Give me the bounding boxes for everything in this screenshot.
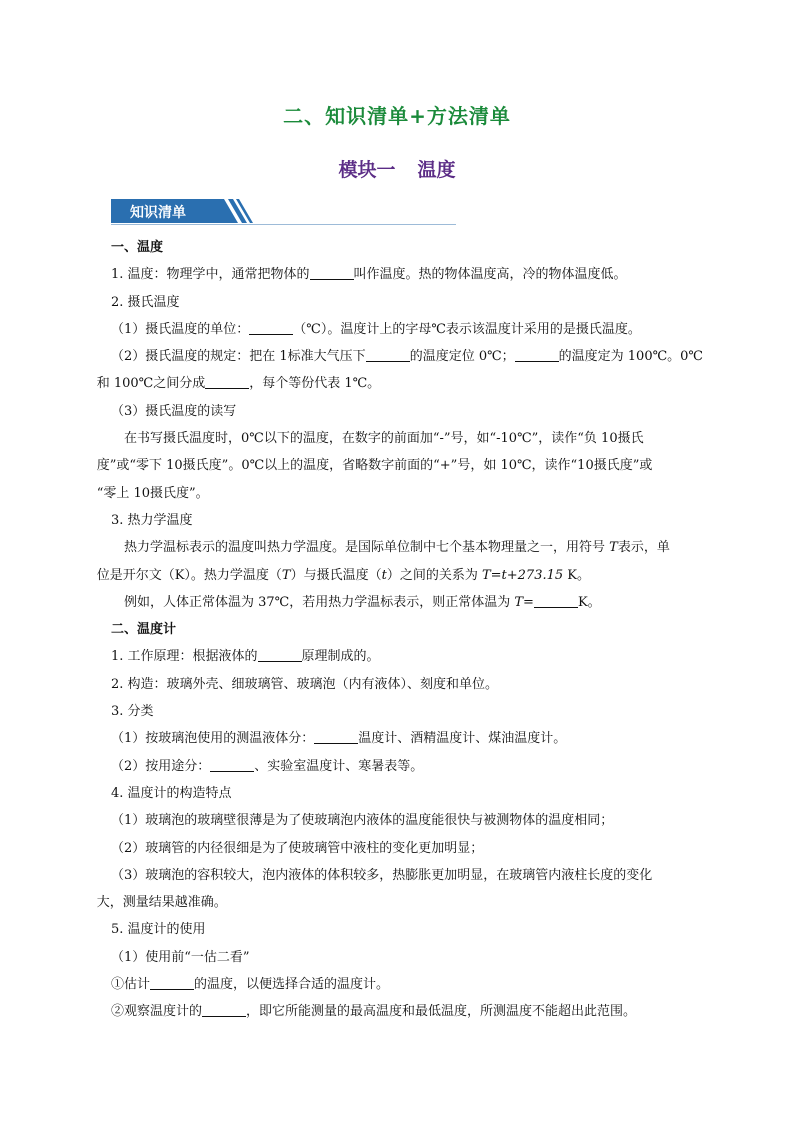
answer-blank[interactable]: [314, 729, 358, 744]
page-heading: 二、知识清单+方法清单: [283, 104, 511, 128]
paragraph: （2）按用途分： 、实验室温度计、寒暑表等。: [111, 758, 424, 774]
tag-label: 知识清单: [130, 205, 186, 221]
paragraph: 和 100℃之间分成 ，每个等份代表 1℃。: [96, 376, 381, 392]
paragraph: 1. 工作原理：根据液体的 原理制成的。: [111, 649, 380, 665]
paragraph: （3）摄氏温度的读写: [111, 403, 237, 419]
paragraph: 4. 温度计的构造特点: [111, 785, 232, 801]
answer-blank[interactable]: [249, 320, 293, 335]
paragraph: （1）按玻璃泡使用的测温液体分： 温度计、酒精温度计、煤油温度计。: [111, 731, 567, 747]
paragraph: （2）玻璃管的内径很细是为了使玻璃管中液柱的变化更加明显；: [111, 840, 484, 856]
paragraph: ①估计 的温度，以便选择合适的温度计。: [111, 977, 390, 993]
paragraph: 大，测量结果越准确。: [96, 895, 227, 911]
answer-blank[interactable]: [310, 265, 354, 280]
section-2-title: 二、温度计: [111, 622, 177, 638]
paragraph: ②观察温度计的 ，即它所能测量的最高温度和最低温度，所测温度不能超出此范围。: [111, 1004, 637, 1020]
module-title: [0, 155, 794, 182]
answer-blank[interactable]: [210, 757, 254, 772]
answer-blank[interactable]: [366, 347, 410, 362]
answer-blank[interactable]: [202, 1002, 246, 1017]
paragraph: 5. 温度计的使用: [111, 922, 206, 938]
answer-blank[interactable]: [258, 647, 302, 662]
module-name: 温度: [417, 159, 456, 181]
paragraph: （3）玻璃泡的容积较大，泡内液体的体积较多，热膨胀更加明显，在玻璃管内液柱长度的变化: [111, 867, 653, 883]
paragraph: 3. 分类: [111, 704, 154, 720]
paragraph: 例如，人体正常体温为 37℃，若用热力学温标表示，则正常体温为 T= K。: [124, 594, 601, 610]
section-1-title: 一、温度: [111, 240, 164, 255]
module-label: 模块一: [338, 159, 396, 181]
paragraph: “零上 10摄氏度”。: [96, 485, 209, 501]
paragraph: （2）摄氏温度的规定：把在 1标准大气压下 的温度定位 0℃； 的温度定为 100℃。0℃: [111, 349, 703, 365]
paragraph: 2. 构造：玻璃外壳、细玻璃管、玻璃泡（内有液体）、刻度和单位。: [111, 676, 499, 692]
paragraph: （1）摄氏温度的单位： （℃）。温度计上的字母℃表示该温度计采用的是摄氏温度。: [111, 321, 641, 337]
content-body: [96, 234, 703, 1026]
answer-blank[interactable]: [515, 347, 559, 362]
paragraph: 热力学温标表示的温度叫热力学温度。是国际单位制中七个基本物理量之一，用符号 T表示，单: [124, 540, 670, 556]
answer-blank[interactable]: [150, 975, 194, 990]
paragraph: 在书写摄氏温度时，0℃以下的温度，在数字的前面加“-”号，如“-10℃”，读作“负 10摄氏: [124, 431, 644, 447]
paragraph: （1）使用前“一估二看”: [111, 949, 250, 965]
answer-blank[interactable]: [205, 374, 249, 389]
answer-blank[interactable]: [534, 593, 578, 608]
section-tag: [111, 197, 456, 227]
paragraph: 位是开尔文（K）。热力学温度（T）与摄氏温度（t）之间的关系为 T=t+273.15 K。: [96, 567, 591, 583]
paragraph: （1）玻璃泡的玻璃壁很薄是为了使玻璃泡内液体的温度能很快与被测物体的温度相同；: [111, 813, 614, 829]
paragraph: 3. 热力学温度: [111, 512, 193, 528]
paragraph: 度”或“零下 10摄氏度”。0℃以上的温度，省略数字前面的“+”号，如 10℃，读作“10摄氏度”或: [96, 458, 653, 474]
paragraph: 1. 温度：物理学中，通常把物体的 叫作温度。热的物体温度高，冷的物体温度低。: [111, 267, 627, 283]
paragraph: 2. 摄氏温度: [111, 294, 180, 310]
